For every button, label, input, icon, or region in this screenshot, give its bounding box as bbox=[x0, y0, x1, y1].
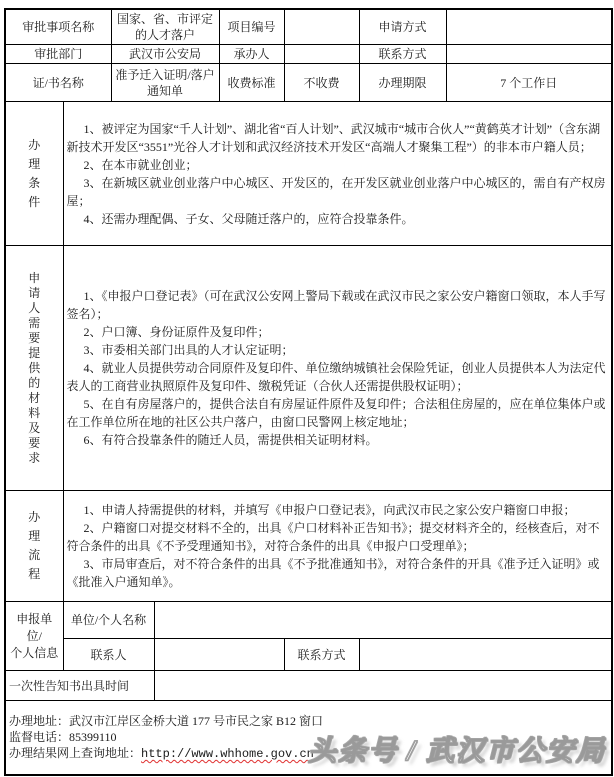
unit-personal-name-value bbox=[154, 602, 612, 639]
processing-address: 办理地址：武汉市江岸区金桥大道 177 号市民之家 B12 窗口 bbox=[9, 713, 324, 728]
unit-personal-name-label: 单位/个人名称 bbox=[63, 602, 154, 639]
fee-standard-label: 收费标准 bbox=[219, 64, 284, 102]
material-item: 3、市委相关部门出具的人才认定证明； bbox=[83, 343, 294, 357]
footer-info-cell bbox=[5, 701, 612, 775]
row-processing-flow bbox=[5, 491, 612, 602]
watermark-toutiao-wuhan-police: 头条号 / 武汉市公安局 bbox=[308, 736, 606, 767]
declare-contact-method-label: 联系方式 bbox=[284, 639, 359, 671]
approval-item-name-value: 国家、省、市评定的人才落户 bbox=[111, 9, 219, 45]
material-item: 4、就业人员提供劳动合同原件及复印件、单位缴纳城镇社会保险凭证，创业人员提供本人为法定代表人的工商营业执照原件及复印件、缴税凭证（合伙人还需提供股权证明）； bbox=[66, 361, 606, 393]
certificate-name-label: 证/书名称 bbox=[5, 64, 111, 102]
flow-step: 1、申请人持需提供的材料，并填写《申报户口登记表》，向武汉市民之家公安户籍窗口申报； bbox=[83, 503, 576, 517]
condition-item: 4、还需办理配偶、子女、父母随迁落户的，应符合投靠条件。 bbox=[83, 211, 414, 226]
processing-period-value: 7 个工作日 bbox=[446, 64, 612, 102]
approval-item-name-label: 审批事项名称 bbox=[5, 9, 111, 45]
handler-value bbox=[284, 45, 359, 64]
flow-step: 2、户籍窗口对提交材料不全的，出具《户口材料补正告知书》；提交材料齐全的，经核查后，对不符合条件的出具《不予受理通知书》，对符合条件的出具《申报户口受理单》； bbox=[66, 521, 600, 553]
processing-flow-content bbox=[63, 491, 612, 602]
one-time-notice-value bbox=[154, 671, 612, 701]
declare-group-label bbox=[5, 602, 63, 671]
approval-department-label: 审批部门 bbox=[5, 45, 111, 64]
processing-flow-label bbox=[5, 491, 63, 602]
row-approval-department bbox=[5, 45, 612, 64]
contact-method-header-value bbox=[446, 45, 612, 64]
approval-form-table bbox=[4, 8, 613, 776]
row-one-time-notice bbox=[5, 671, 612, 701]
material-item: 5、在自有房屋落户的，提供合法自有房屋证件原件及复印件；合法租住房屋的，应在单位集体户或在工作单位所在地的社区公共户落户，由窗口民警网上核定地址； bbox=[66, 397, 606, 429]
processing-conditions-label bbox=[5, 102, 63, 246]
flow-step: 3、市局审查后，对不符合条件的出具《不予批准通知书》，对符合条件的开具《准予迁入证明》或《批准入户通知单》。 bbox=[66, 557, 600, 589]
supervision-phone: 监督电话：85399110 bbox=[9, 729, 117, 744]
row-required-materials bbox=[5, 246, 612, 491]
handler-label: 承办人 bbox=[219, 45, 284, 64]
declare-group-label-line2: 个人信息 bbox=[10, 645, 59, 660]
project-number-value bbox=[284, 9, 359, 45]
row-processing-conditions bbox=[5, 102, 612, 246]
required-materials-content bbox=[63, 246, 612, 491]
project-number-label: 项目编号 bbox=[219, 9, 284, 45]
material-item: 6、有符合投靠条件的随迁人员，需提供相关证明材料。 bbox=[83, 433, 378, 447]
row-footer-info bbox=[5, 701, 612, 775]
condition-item: 2、在本市就业创业； bbox=[83, 157, 198, 172]
row-declare-name bbox=[5, 602, 612, 639]
processing-flow-vertical-label: 办理流程 bbox=[28, 510, 41, 581]
condition-item: 1、被评定为国家“千人计划”、湖北省“百人计划”、武汉城市“城市合伙人”“黄鹤英才计划”（含东湖新技术开发区“3551”光谷人才计划和武汉经济技术开发区“高端人才聚集工程”）的非本市户籍人员； bbox=[66, 121, 601, 154]
material-item: 1、《申报户口登记表》（可在武汉公安网上警局下载或在武汉市民之家公安户籍窗口领取，本人手写签名）； bbox=[66, 289, 606, 321]
material-item: 2、户口簿、身份证原件及复印件； bbox=[83, 325, 270, 339]
result-query-line bbox=[9, 745, 608, 762]
application-method-value bbox=[446, 9, 612, 45]
contact-method-header-label: 联系方式 bbox=[359, 45, 446, 64]
contact-person-label: 联系人 bbox=[63, 639, 154, 671]
contact-person-value bbox=[154, 639, 284, 671]
row-certificate bbox=[5, 64, 612, 102]
processing-conditions-content bbox=[63, 102, 612, 246]
row-approval-item bbox=[5, 9, 612, 45]
row-declare-contact bbox=[5, 639, 612, 671]
required-materials-label bbox=[5, 246, 63, 491]
result-query-url[interactable]: http://www.whhome.gov.cn bbox=[141, 746, 314, 761]
declare-contact-method-value bbox=[359, 639, 612, 671]
result-query-label: 办理结果网上查询地址： bbox=[9, 745, 142, 760]
processing-conditions-vertical-label: 办理条件 bbox=[28, 137, 41, 209]
declare-group-label-line1: 申报单位/ bbox=[16, 611, 53, 643]
condition-item: 3、在新城区就业创业落户中心城区、开发区的，在开发区就业创业落户中心城区的，需自有产权房屋； bbox=[66, 175, 606, 208]
certificate-name-value: 准予迁入证明/落户通知单 bbox=[111, 64, 219, 102]
approval-department-value: 武汉市公安局 bbox=[111, 45, 219, 64]
one-time-notice-label: 一次性告知书出具时间 bbox=[5, 671, 154, 701]
application-method-label: 申请方式 bbox=[359, 9, 446, 45]
required-materials-vertical-label: 申请人需要提供的材料及要求 bbox=[28, 270, 41, 465]
fee-standard-value: 不收费 bbox=[284, 64, 359, 102]
processing-period-label: 办理期限 bbox=[359, 64, 446, 102]
